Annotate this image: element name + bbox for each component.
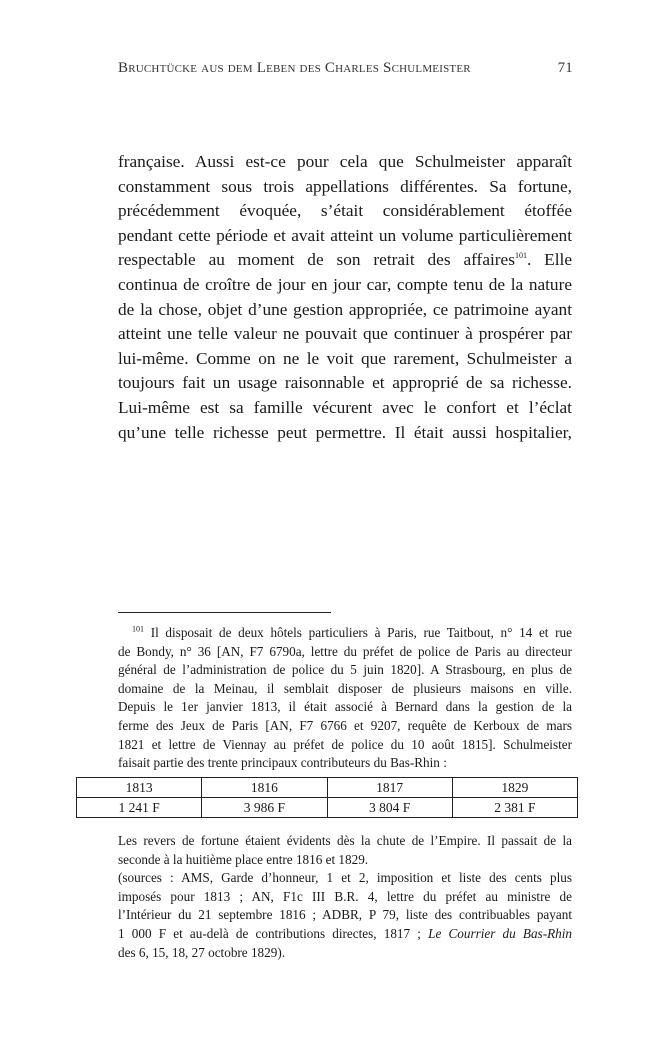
footnote-continuation (118, 832, 572, 962)
body-line: pendant cette période et avait atteint un volume particulièrement (118, 225, 572, 245)
table-cell: 1813 (77, 778, 202, 798)
table-row-years (77, 778, 578, 798)
body-line: atteint une telle valeur ne pouvait que continuer à prospérer par (118, 324, 572, 344)
body-line-text: . Elle (526, 250, 572, 270)
footnote-line: de Bondy, n° 36 [AN, F7 6790a, lettre du préfet de police de Paris au directeur (118, 643, 572, 659)
body-line: française. Aussi est-ce pour cela que Schulmeister apparaît (118, 152, 572, 171)
body-line: de la chose, objet d’une gestion appropriée, ce patrimoine ayant (118, 299, 572, 319)
footnote-line: seconde à la huitième place entre 1816 et 1829. (118, 851, 369, 867)
footnote-line: ferme des Jeux de Paris [AN, F7 6766 et 9207, requête de Kerboux de mars (118, 717, 572, 733)
page-number: 71 (557, 60, 573, 76)
footnote-number: 101 (132, 624, 144, 634)
footnote-line: domaine de la Meinau, il semblait disposer de plusieurs maisons en ville. (118, 680, 572, 696)
footnote-line: l’Intérieur du 21 septembre 1816 ; ADBR, P 79, liste des contribuables payant (118, 907, 572, 923)
body-line: toujours fait un usage raisonnable et approprié de sa richesse. (118, 373, 572, 393)
table-cell: 1817 (327, 778, 452, 798)
footnote-line: 1821 et lettre de Viennay au préfet de police du 10 août 1815]. Schulmeister (118, 736, 572, 752)
footnote-ref[interactable]: 101 (514, 251, 527, 261)
table-cell: 2 381 F (452, 798, 577, 818)
footnote-separator (118, 612, 331, 613)
table-cell: 1 241 F (77, 798, 202, 818)
footnote-text: 1 000 F et au-delà de contributions directes, 1817 ; (118, 925, 421, 941)
footnote-line (118, 925, 572, 944)
footnote (118, 624, 572, 773)
footnote-line: imposés pour 1813 ; AN, F1c III B.R. 4, lettre du préfet au ministre de (118, 888, 572, 904)
footnote-line: des 6, 15, 18, 27 octobre 1829). (118, 944, 286, 960)
body-line: lui-même. Comme on ne le voit que rarement, Schulmeister a (118, 348, 572, 368)
table-cell: 1829 (452, 778, 577, 798)
running-header (118, 60, 573, 77)
body-line (118, 248, 572, 273)
body-line: Lui-même est sa famille vécurent avec le confort et l’éclat (118, 397, 572, 417)
table-cell: 3 804 F (327, 798, 452, 818)
body-line: qu’une telle richesse peut permettre. Il était aussi hospitalier, (118, 422, 572, 442)
table-cell: 1816 (202, 778, 327, 798)
body-line: constamment sous trois appellations différentes. Sa fortune, (118, 176, 572, 196)
footnote-line: Les revers de fortune étaient évidents dès la chute de l’Empire. Il passait de la (118, 833, 572, 848)
table-row-values (77, 798, 578, 818)
footnote-line (118, 624, 572, 643)
body-line-text: respectable au moment de son retrait des affaires (118, 250, 515, 270)
running-title: Bruchtücke aus dem Leben des Charles Schulmeister (118, 60, 471, 76)
footnote-line: (sources : AMS, Garde d’honneur, 1 et 2, imposition et liste des cents plus (118, 870, 572, 886)
footnote-line: général de l’administration de police du 5 juin 1820]. A Strasbourg, en plus de (118, 662, 572, 678)
body-text (118, 150, 572, 445)
footnote-line: faisait partie des trente principaux contributeurs du Bas-Rhin : (118, 755, 447, 771)
table-cell: 3 986 F (202, 798, 327, 818)
publication-title: Le Courrier du Bas-Rhin (428, 925, 572, 941)
body-line: précédemment évoquée, s’était considérablement étoffée (118, 201, 572, 221)
footnote-line: Depuis le 1er janvier 1813, il était associé à Bernard dans la gestion de la (118, 699, 572, 715)
body-line: continua de croître de jour en jour car, compte tenu de la nature (118, 274, 572, 294)
footnote-text: Il disposait de deux hôtels particuliers à Paris, rue Taitbout, n° 14 et rue (150, 625, 572, 640)
tax-contribution-table (76, 777, 578, 818)
